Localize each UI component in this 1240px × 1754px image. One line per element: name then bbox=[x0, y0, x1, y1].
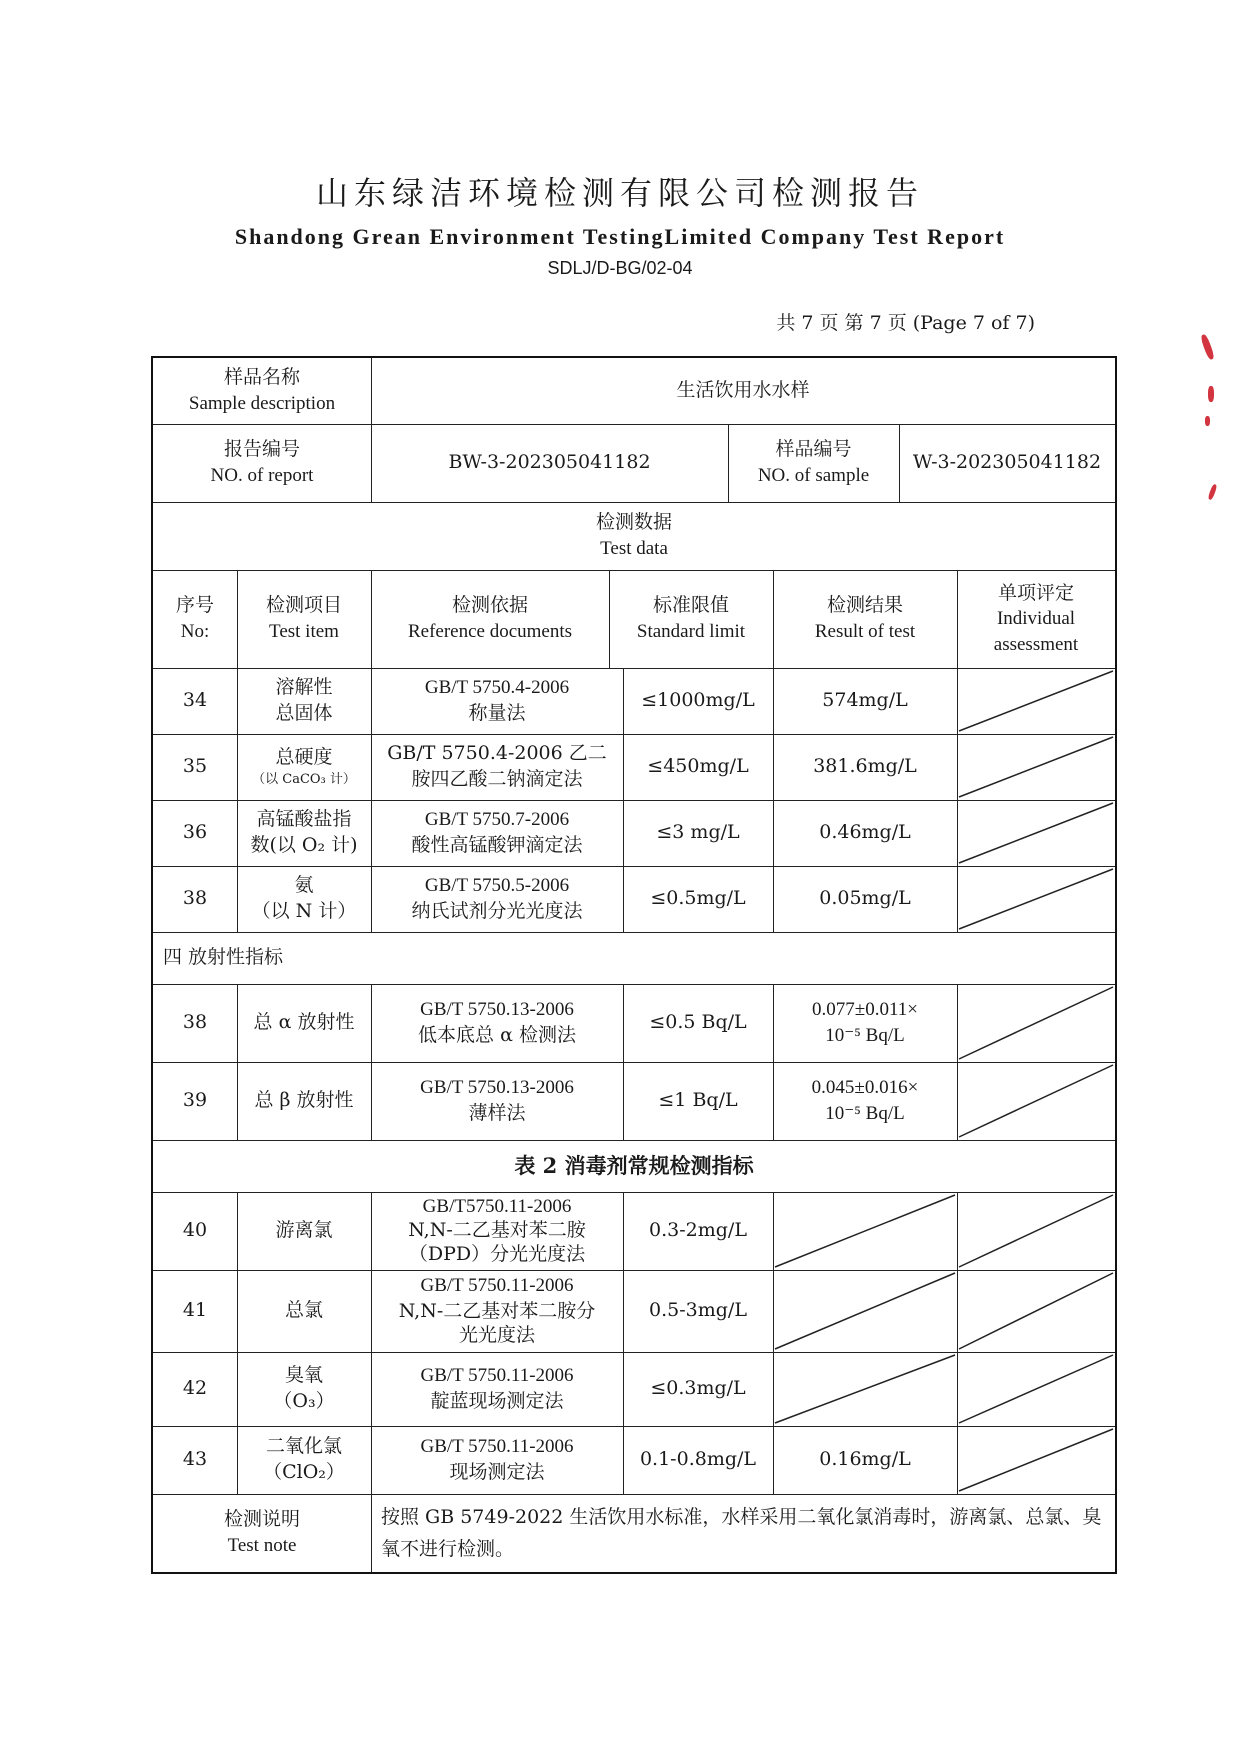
row-item: 游离氯 bbox=[275, 1219, 333, 1242]
row-result: 381.6mg/L bbox=[813, 755, 917, 778]
row-reference: GB/T 5750.13-2006 低本底总 α 检测法 bbox=[418, 999, 576, 1046]
row-reference: GB/T 5750.5-2006 纳氏试剂分光光度法 bbox=[411, 875, 583, 922]
row-result: 0.46mg/L bbox=[819, 821, 911, 844]
row-limit: ≤0.5 Bq/L bbox=[649, 1011, 747, 1034]
document-code: SDLJ/D-BG/02-04 bbox=[547, 258, 693, 278]
column-header-limit: 标准限值 Standard limit bbox=[636, 594, 746, 642]
column-header-assessment: 单项评定 Individual assessment bbox=[993, 581, 1079, 655]
page-number: 共 7 页 第 7 页 (Page 7 of 7) bbox=[776, 312, 1035, 334]
column-header-result: 检测结果 Result of test bbox=[814, 594, 916, 642]
column-header-item: 检测项目 Test item bbox=[265, 594, 342, 642]
row-item: 氨 （以 N 计） bbox=[251, 874, 357, 922]
sample-number-label: 样品编号 NO. of sample bbox=[757, 438, 870, 486]
row-no: 43 bbox=[182, 1448, 208, 1471]
row-no: 39 bbox=[182, 1089, 208, 1112]
row-no: 35 bbox=[182, 755, 208, 778]
row-item: 高锰酸盐指 数(以 O₂ 计) bbox=[250, 808, 358, 856]
row-reference: GB/T 5750.11-2006 现场测定法 bbox=[420, 1436, 574, 1483]
row-reference: GB/T5750.11-2006 N,N-二乙基对苯二胺 （DPD）分光光度法 bbox=[408, 1196, 586, 1265]
row-reference: GB/T 5750.13-2006 薄样法 bbox=[420, 1077, 574, 1124]
report-title-cn: 山东绿洁环境检测有限公司检测报告 bbox=[315, 174, 924, 212]
row-limit: 0.1-0.8mg/L bbox=[639, 1448, 757, 1471]
row-item: 臭氧 （O₃） bbox=[273, 1364, 335, 1412]
row-item: 溶解性 总固体 bbox=[275, 676, 333, 724]
row-limit: ≤1000mg/L bbox=[641, 689, 755, 712]
report-table bbox=[151, 356, 1117, 1574]
report-number-value: BW-3-202305041182 bbox=[448, 451, 651, 474]
row-item: 二氧化氯 （ClO₂） bbox=[263, 1435, 345, 1483]
table2-title: 表 2 消毒剂常规检测指标 bbox=[514, 1152, 754, 1178]
row-limit: ≤450mg/L bbox=[647, 755, 749, 778]
sample-description-label: 样品名称 Sample description bbox=[188, 366, 336, 414]
row-reference: GB/T 5750.7-2006 酸性高锰酸钾滴定法 bbox=[411, 809, 583, 856]
row-no: 40 bbox=[182, 1219, 208, 1242]
section-heading: 四 放射性指标 bbox=[163, 946, 284, 969]
row-no: 41 bbox=[182, 1299, 208, 1322]
test-data-heading: 检测数据 Test data bbox=[595, 511, 672, 559]
row-item: 总 β 放射性 bbox=[254, 1089, 354, 1112]
row-no: 42 bbox=[182, 1377, 208, 1400]
row-item: 总 α 放射性 bbox=[253, 1011, 355, 1034]
row-result: 0.16mg/L bbox=[819, 1448, 911, 1471]
column-header-reference: 检测依据 Reference documents bbox=[407, 594, 573, 642]
sample-number-value: W-3-202305041182 bbox=[912, 451, 1102, 474]
row-limit: 0.3-2mg/L bbox=[649, 1219, 747, 1242]
row-result: 0.045±0.016× 10⁻⁵ Bq/L bbox=[811, 1077, 919, 1124]
row-no: 34 bbox=[182, 689, 208, 712]
row-limit: 0.5-3mg/L bbox=[649, 1299, 747, 1322]
row-limit: ≤3 mg/L bbox=[656, 821, 740, 844]
row-result: 0.077±0.011× 10⁻⁵ Bq/L bbox=[812, 999, 918, 1046]
row-result: 574mg/L bbox=[822, 689, 908, 712]
row-no: 38 bbox=[182, 887, 208, 910]
row-reference: GB/T 5750.11-2006 靛蓝现场测定法 bbox=[420, 1365, 574, 1412]
column-header-no: 序号 No: bbox=[175, 594, 214, 642]
test-note-text: 按照 GB 5749-2022 生活饮用水标准，水样采用二氧化氯消毒时，游离氯、总氯、臭氧不进行检测。 bbox=[381, 1505, 1102, 1560]
row-reference: GB/T 5750.11-2006 N,N-二乙基对苯二胺分 光光度法 bbox=[398, 1274, 596, 1347]
row-result: 0.05mg/L bbox=[819, 887, 911, 910]
row-no: 36 bbox=[182, 821, 208, 844]
test-note-label: 检测说明 Test note bbox=[223, 1508, 300, 1556]
row-reference: GB/T 5750.4-2006 称量法 bbox=[424, 677, 570, 724]
row-item: 总硬度 （以 CaCO₃ 计） bbox=[252, 746, 356, 788]
row-item: 总氯 bbox=[284, 1299, 323, 1322]
row-limit: ≤0.3mg/L bbox=[650, 1377, 746, 1400]
row-no: 38 bbox=[182, 1011, 208, 1034]
row-limit: ≤1 Bq/L bbox=[658, 1089, 738, 1112]
row-reference: GB/T 5750.4-2006 乙二 胺四乙酸二钠滴定法 bbox=[387, 742, 607, 790]
report-number-label: 报告编号 NO. of report bbox=[210, 438, 314, 486]
row-limit: ≤0.5mg/L bbox=[650, 887, 746, 910]
sample-description-value: 生活饮用水水样 bbox=[676, 379, 810, 402]
report-title-en: Shandong Grean Environment TestingLimited Company Test Report bbox=[234, 224, 1006, 249]
